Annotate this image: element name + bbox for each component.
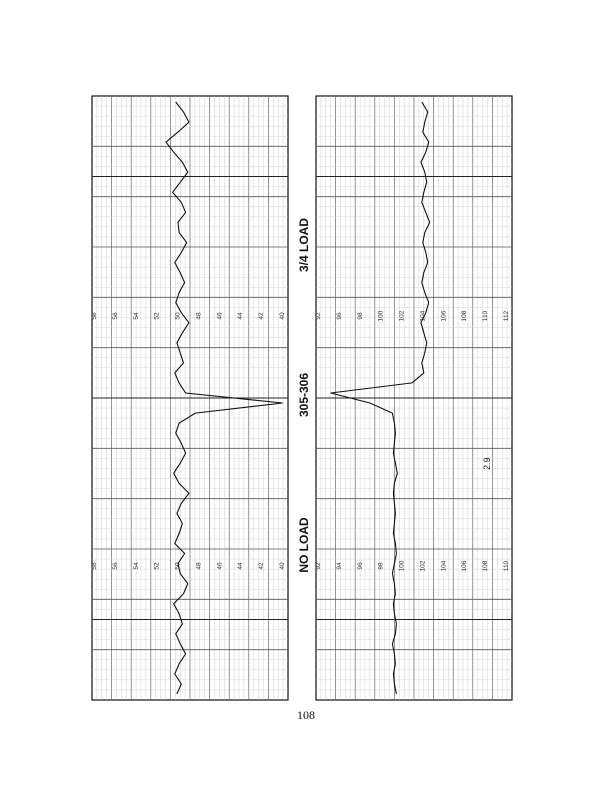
tick-label: 48: [195, 312, 203, 320]
tick-label: 96: [335, 312, 343, 320]
tick-label: 106: [440, 310, 448, 322]
tick-label: 50: [174, 562, 182, 570]
tick-label: 102: [398, 310, 406, 322]
lower-chart-annotation: 2.9: [482, 457, 492, 470]
upper-chart-grid: [92, 96, 288, 700]
tick-label: 44: [237, 562, 245, 570]
tick-label: 100: [377, 310, 385, 322]
tick-label: 106: [461, 560, 469, 572]
tick-label: 112: [503, 310, 510, 322]
tick-label: 58: [91, 562, 98, 570]
tick-label: 58: [91, 312, 98, 320]
lower-chart-grid: [316, 96, 512, 700]
tick-label: 108: [482, 560, 490, 572]
tick-label: 110: [503, 560, 510, 572]
tick-label: 102: [419, 560, 427, 572]
tick-label: 54: [132, 562, 140, 570]
tick-label: 48: [195, 562, 203, 570]
tick-label: 56: [111, 312, 119, 320]
tick-label: 110: [482, 310, 490, 322]
tick-label: 50: [174, 312, 182, 320]
tick-label: 46: [216, 562, 224, 570]
tick-label: 52: [153, 312, 161, 320]
upper-chart-panel: [91, 96, 288, 700]
tick-label: 96: [356, 562, 364, 570]
tick-label: 94: [335, 562, 343, 570]
tick-label: 56: [111, 562, 119, 570]
tick-label: 46: [216, 312, 224, 320]
tick-label: 52: [153, 562, 161, 570]
page-number: 108: [297, 708, 315, 722]
tick-label: 92: [315, 312, 322, 320]
tick-label: 104: [440, 560, 448, 572]
label-3-4-load: 3/4 LOAD: [297, 217, 311, 273]
tick-label: 108: [461, 310, 469, 322]
tick-label: 98: [377, 562, 385, 570]
tick-label: 40: [279, 312, 286, 320]
tick-label: 54: [132, 312, 140, 320]
label-305-306: 305-306: [297, 372, 311, 418]
lower-chart-panel: [315, 96, 512, 700]
tick-label: 42: [258, 562, 266, 570]
tick-label: 44: [237, 312, 245, 320]
tick-label: 42: [258, 312, 266, 320]
label-no-load: NO LOAD: [297, 517, 311, 573]
tick-label: 40: [279, 562, 286, 570]
tick-label: 92: [315, 562, 322, 570]
tick-label: 104: [419, 310, 427, 322]
tick-label: 100: [398, 560, 406, 572]
tick-label: 98: [356, 312, 364, 320]
